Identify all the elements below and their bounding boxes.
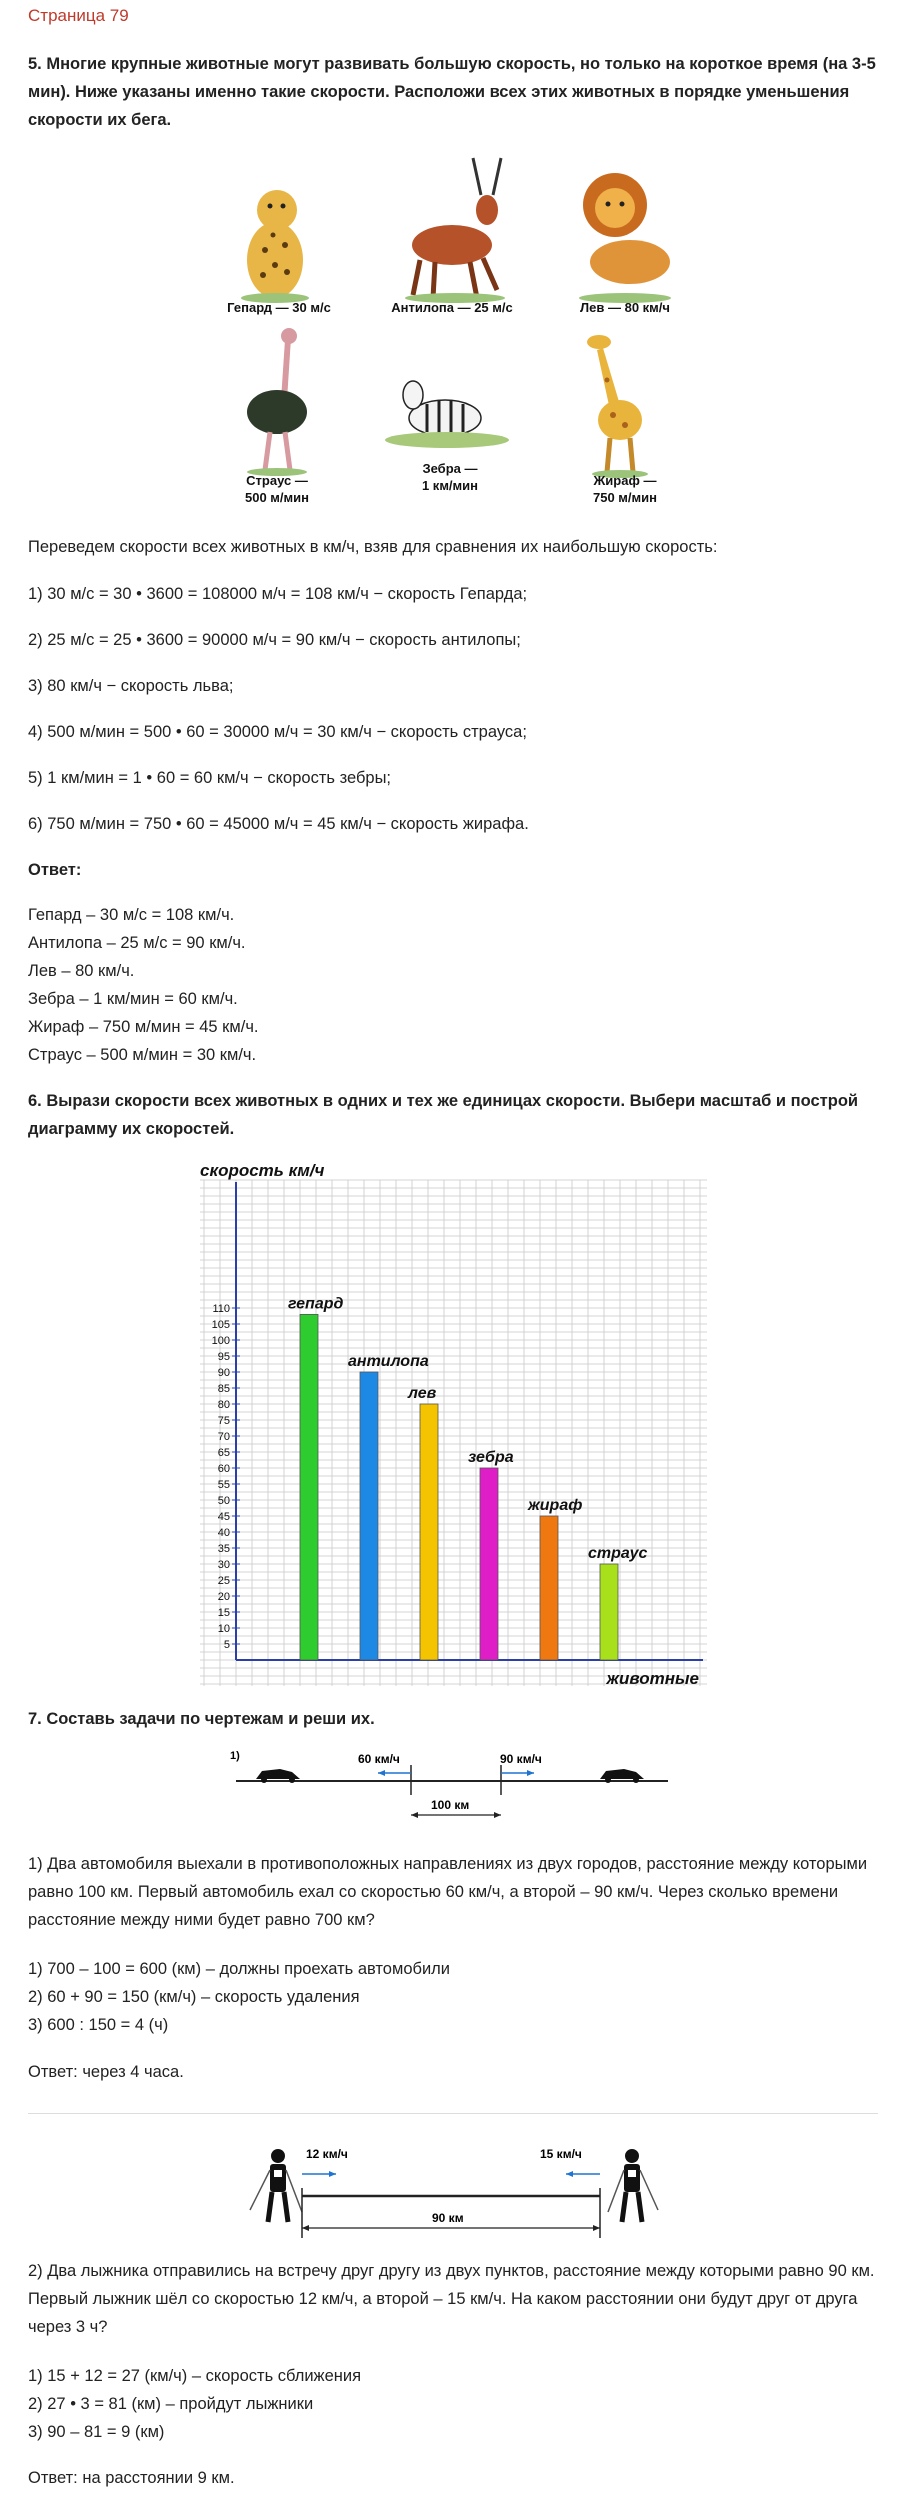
answer-line: Страус – 500 м/мин = 30 км/ч. <box>28 1046 257 1064</box>
bar-жираф <box>540 1516 558 1660</box>
bar-лев <box>420 1404 438 1660</box>
y-tick-label: 5 <box>223 1639 230 1651</box>
y-tick-label: 110 <box>212 1303 230 1315</box>
problem2-text: 2) Два лыжника отправились на встречу друг другу из двух пунктов, расстояние между которыми равно 90 км. Первый лыжник шёл со скоростью 12 км/ч, а второй – 15 км/ч. На каком расстоянии они будут друг от друга через 3 ч? <box>28 2262 875 2336</box>
y-tick-label: 90 <box>217 1367 230 1379</box>
y-tick-label: 95 <box>217 1351 230 1363</box>
divider <box>28 2113 878 2114</box>
caption-ostrich-line2: 500 м/мин <box>245 490 309 505</box>
y-tick-label: 75 <box>217 1415 230 1427</box>
bar-гепард <box>300 1314 318 1660</box>
solution1-line: 3) 600 : 150 = 4 (ч) <box>28 2016 169 2034</box>
answer-line: Жираф – 750 м/мин = 45 км/ч. <box>28 1018 259 1036</box>
caption-antelope: Антилопа — 25 м/с <box>391 300 513 315</box>
caption-lion: Лев — 80 км/ч <box>580 300 670 315</box>
answer1: Ответ: через 4 часа. <box>28 2063 184 2081</box>
diagram1-speed-left: 60 км/ч <box>358 1752 400 1766</box>
cars-diagram <box>228 1745 673 1833</box>
y-axis-label: скорость км/ч <box>200 1161 325 1180</box>
bar-label: зебра <box>468 1449 514 1466</box>
giraffe-icon <box>587 335 648 478</box>
caption-zebra-line2: 1 км/мин <box>421 478 479 493</box>
antelope-icon <box>405 158 505 303</box>
skiers-diagram <box>240 2140 660 2240</box>
y-tick-label: 55 <box>217 1479 230 1491</box>
distance-arrow-icon <box>302 2225 600 2231</box>
y-tick-label: 80 <box>217 1399 230 1411</box>
caption-zebra <box>390 460 510 494</box>
cheetah-icon <box>241 190 309 303</box>
task5-intro: Переведем скорости всех животных в км/ч, взяв для сравнения их наибольшую скорость: <box>28 538 718 556</box>
caption-cheetah: Гепард — 30 м/с <box>227 300 331 315</box>
lion-icon <box>579 173 671 303</box>
speed-chart <box>196 1160 711 1690</box>
task7-heading: 7. Составь задачи по чертежам и реши их. <box>28 1710 375 1728</box>
step-1: 1) 30 м/с = 30 • 3600 = 108000 м/ч = 108 км/ч − скорость Гепарда; <box>28 585 528 603</box>
diagram1-speed-right: 90 км/ч <box>500 1752 542 1766</box>
y-tick-label: 35 <box>217 1543 230 1555</box>
answer-line: Зебра – 1 км/мин = 60 км/ч. <box>28 990 238 1008</box>
caption-zebra-line1: Зебра — <box>422 461 478 476</box>
y-tick-label: 40 <box>217 1527 230 1539</box>
step-4: 4) 500 м/мин = 500 • 60 = 30000 м/ч = 30 км/ч − скорость страуса; <box>28 723 527 741</box>
bar-label: антилопа <box>348 1353 429 1370</box>
bar-label: лев <box>408 1385 437 1402</box>
y-tick-label: 70 <box>217 1431 230 1443</box>
arrow-right-icon <box>501 1770 534 1776</box>
solution1-line: 1) 700 – 100 = 600 (км) – должны проехать автомобили <box>28 1960 451 1978</box>
caption-ostrich <box>217 472 337 506</box>
diagram2-speed-right: 15 км/ч <box>540 2147 582 2161</box>
answer-label: Ответ: <box>28 861 82 879</box>
y-tick-label: 30 <box>217 1559 230 1571</box>
diagram2-speed-left: 12 км/ч <box>306 2147 348 2161</box>
bar-зебра <box>480 1468 498 1660</box>
page-title: Страница 79 <box>28 6 129 25</box>
answer-line: Гепард – 30 м/с = 108 км/ч. <box>28 906 235 924</box>
y-tick-label: 105 <box>211 1319 230 1331</box>
y-tick-label: 50 <box>217 1495 230 1507</box>
solution1-line: 2) 60 + 90 = 150 (км/ч) – скорость удаления <box>28 1988 360 2006</box>
y-tick-label: 100 <box>211 1335 230 1347</box>
arrow-left-icon <box>566 2171 600 2177</box>
y-tick-label: 10 <box>217 1623 230 1635</box>
solution2-line: 3) 90 – 81 = 9 (км) <box>28 2423 165 2441</box>
y-tick-label: 45 <box>217 1511 230 1523</box>
problem1-text: 1) Два автомобиля выехали в противоположных направлениях из двух городов, расстояние между которыми равно 100 км. Первый автомобиль ехал со скоростью 60 км/ч, а второй – 90 км/ч. Через сколько времени расстояние между ними будет равно 700 км? <box>28 1855 868 1929</box>
ostrich-icon <box>247 328 307 476</box>
arrow-right-icon <box>302 2171 336 2177</box>
diagram2-distance: 90 км <box>432 2211 464 2225</box>
bar-страус <box>600 1564 618 1660</box>
answer-line: Антилопа – 25 м/с = 90 км/ч. <box>28 934 246 952</box>
diagram1-distance: 100 км <box>431 1798 470 1812</box>
y-tick-label: 85 <box>217 1383 230 1395</box>
task5-text: 5. Многие крупные животные могут развивать большую скорость, но только на короткое время (на 3-5 мин). Ниже указаны именно такие скорости. Расположи всех этих животных в порядке уменьшения скорости их бега. <box>28 55 876 129</box>
answer2: Ответ: на расстоянии 9 км. <box>28 2469 235 2487</box>
step-3: 3) 80 км/ч − скорость льва; <box>28 677 234 695</box>
y-tick-label: 60 <box>217 1463 230 1475</box>
speed-chart-svg <box>196 1160 711 1690</box>
skier-left-icon <box>250 2149 302 2222</box>
step-2: 2) 25 м/с = 25 • 3600 = 90000 м/ч = 90 км/ч − скорость антилопы; <box>28 631 521 649</box>
y-tick-label: 65 <box>217 1447 230 1459</box>
bar-label: жираф <box>528 1497 583 1514</box>
animals-figure <box>215 150 690 520</box>
x-axis-label: животные <box>606 1669 699 1688</box>
step-5: 5) 1 км/мин = 1 • 60 = 60 км/ч − скорость зебры; <box>28 769 392 787</box>
y-tick-label: 20 <box>217 1591 230 1603</box>
bar-label: гепард <box>288 1295 344 1313</box>
caption-giraffe-line2: 750 м/мин <box>593 490 657 505</box>
task6-text: 6. Вырази скорости всех животных в одних и тех же единицах скорости. Выбери масштаб и построй диаграмму их скоростей. <box>28 1092 859 1138</box>
y-tick-label: 15 <box>217 1607 230 1619</box>
solution2-line: 2) 27 • 3 = 81 (км) – пройдут лыжники <box>28 2395 314 2413</box>
step-6: 6) 750 м/мин = 750 • 60 = 45000 м/ч = 45 км/ч − скорость жирафа. <box>28 815 529 833</box>
diagram1-tag: 1) <box>230 1750 240 1762</box>
skier-right-icon <box>608 2149 658 2222</box>
bar-антилопа <box>360 1372 378 1660</box>
answer-line: Лев – 80 км/ч. <box>28 962 135 980</box>
y-tick-label: 25 <box>217 1575 230 1587</box>
arrow-left-icon <box>378 1770 411 1776</box>
zebra-icon <box>385 381 509 448</box>
caption-giraffe <box>565 472 685 506</box>
bar-label: страус <box>588 1545 648 1562</box>
solution2-line: 1) 15 + 12 = 27 (км/ч) – скорость сближения <box>28 2367 362 2385</box>
distance-arrow-icon <box>411 1812 501 1818</box>
caption-ostrich-line1: Страус — <box>246 473 308 488</box>
caption-giraffe-line1: Жираф — <box>593 473 657 488</box>
